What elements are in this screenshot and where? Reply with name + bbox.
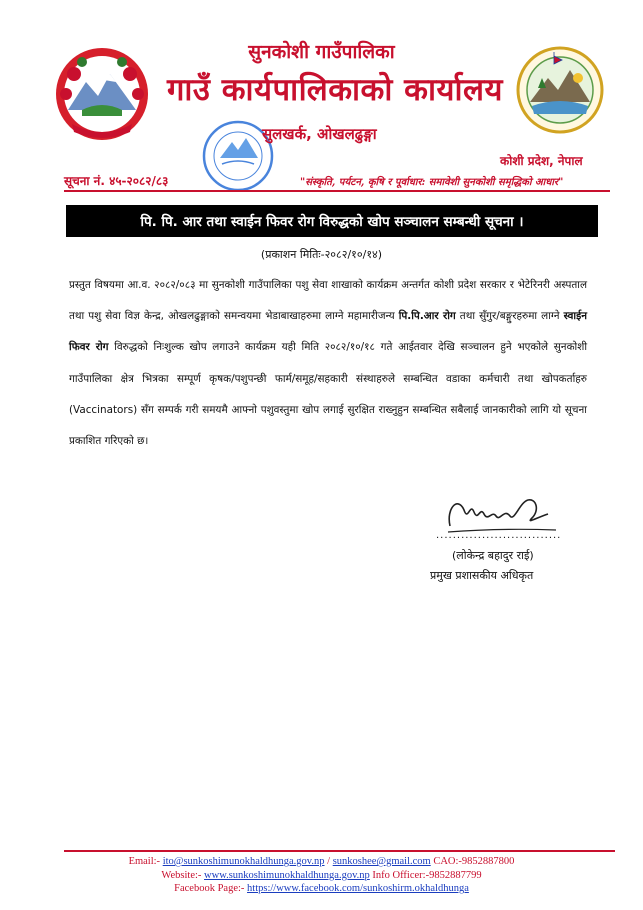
body-bold-ppr: पि.पि.आर रोग [398, 310, 456, 323]
signatory-title: प्रमुख प्रशासकीय अधिकृत [430, 569, 534, 582]
body-text-3: विरुद्धको निःशुल्क खोप लगाउने कार्यक्रम यही मिति २०८२/१०/१८ गते आईतवार देखि सञ्चालन हुने भएकोले सुनकोशी गाउँपालिका क्षेत्र भित्रका सम्पूर्ण कृषक/पशुपन्छी फार्म/समूह/सहकारी संस्थाहरुले सम्बन्धित वडाका कर्मचारी तथा खोपकर्ताहरु (Vaccinators) सँग सम्पर्क गरी समयमै आफ्नो पशुवस्तुमा खोप लगाई सुरक्षित राख्नुहुन सम्बन्धित सबैलाई जानकारीको लागि यो सूचना प्रकाशित गरिएको छ। [69, 341, 588, 448]
footer-email-line [0, 855, 643, 869]
info-officer-phone: Info Officer:-9852887799 [369, 869, 482, 881]
notice-title [66, 205, 598, 237]
facebook-label: Facebook Page:- [174, 883, 248, 894]
footer-facebook-line [0, 882, 643, 896]
facebook-link[interactable]: https://www.facebook.com/sunkoshirm.okhaldhunga [247, 883, 469, 894]
signatory-name: (लोकेन्द्र बहादुर राई) [452, 549, 534, 562]
notice-body [69, 270, 587, 457]
email-link-ito[interactable]: ito@sunkoshimunokhaldhunga.gov.np [162, 856, 325, 867]
organization-name: सुनकोशी गाउँपालिका [248, 41, 395, 63]
website-label: Website:- [161, 869, 205, 881]
cao-phone: CAO:-9852887800 [430, 856, 515, 867]
body-text-2: तथा सुँगुर/बङ्गुरहरुमा लाग्ने [455, 310, 564, 323]
website-link[interactable]: www.sunkoshimunokhaldhunga.gov.np [204, 869, 370, 881]
email-label: Email:- [128, 856, 163, 867]
notice-reference-number: सूचना नं. ४५-२०८२/८३ [64, 174, 169, 188]
publication-date: (प्रकाशन मितिः-२०८२/१०/१४) [260, 248, 383, 261]
province-name: कोशी प्रदेश, नेपाल [500, 154, 583, 168]
notice-title-text: पि. पि. आर तथा स्वाईन फिवर रोग विरुद्धको खोप सञ्चालन सम्बन्धी सूचना । [140, 214, 524, 230]
signature-line: .............................. [436, 530, 562, 541]
footer-divider [64, 850, 615, 852]
slogan: "संस्कृति, पर्यटन, कृषि र पूर्वाधार: समावेशी सुनकोशी समृद्धिको आधार" [300, 177, 564, 188]
footer-contact [0, 855, 643, 896]
office-name: गाउँ कार्यपालिकाको कार्यालय [166, 72, 504, 108]
body-text-1: प्रस्तुत विषयमा आ.व. २०८२/०८३ मा सुनकोशी गाउँपालिका पशु सेवा शाखाको कार्यक्रम अन्तर्गत कोशी प्रदेश सरकार र भेटेरिनरी अस्पताल तथा पशु सेवा विज्ञ केन्द्र, ओखलढुङ्गाको समन्वयमा भेडाबाखाहरुमा लाग्ने महामारीजन्य [69, 279, 587, 323]
email-separator: / [324, 856, 333, 867]
office-address: सुलखर्क, ओखलढुङ्गा [262, 125, 377, 143]
letterhead [0, 0, 643, 195]
header-divider [64, 190, 610, 192]
footer-website-line [0, 869, 643, 883]
email-link-gmail[interactable]: sunkoshee@gmail.com [332, 856, 431, 867]
body-bold-swine-fever: स्वाईन फिवर रोग [69, 310, 587, 354]
